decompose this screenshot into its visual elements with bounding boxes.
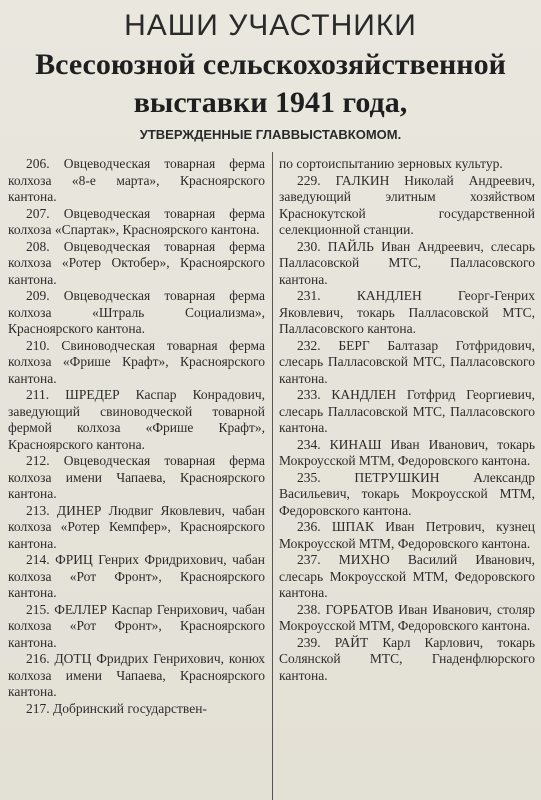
entry-text: Овцеводческая товарная ферма колхоза «Спартак», Красноярского кантона.: [8, 205, 265, 237]
list-item: [279, 519, 535, 552]
entry-number: 206.: [26, 156, 50, 171]
header-subtitle-2: выставки 1941 года,: [133, 86, 408, 119]
entry-text: МИХНО Василий Иванович, слесарь Мокроусской МТМ, Федоровского кантона.: [279, 552, 536, 600]
entry-text: по сортоиспытанию зерновых культур.: [279, 156, 503, 171]
entry-number: 235.: [297, 469, 321, 485]
entry-text: Овцеводческая товарная ферма колхоза имени Чапаева, Красноярского кантона.: [8, 453, 265, 501]
entry-number: 213.: [26, 502, 50, 518]
header-approved-by: УТВЕРЖДЕННЫЕ ГЛАВВЫСТАВКОМОМ.: [139, 127, 402, 142]
list-item: [279, 552, 535, 602]
entry-number: 237.: [297, 552, 321, 567]
list-item: [8, 453, 265, 503]
entry-text: ФРИЦ Генрих Фридрихович, чабан колхоза «Рот Фронт», Красноярского кантона.: [8, 552, 265, 600]
entry-number: 229.: [297, 172, 321, 188]
entry-text: КАНДЛЕН Готфрид Георгиевич, слесарь Палласовской МТС, Палласовского кантона.: [279, 387, 535, 435]
entry-text: ШПАК Иван Петрович, кузнец Мокроусской МТМ, Федоровского кантона.: [279, 519, 535, 551]
entry-text: ШРЕДЕР Каспар Конрадович, заведующий свиноводческой товарной фермой колхоза «Фрише Крафт», Красноярского кантона.: [8, 387, 265, 452]
entry-number: 215.: [26, 601, 50, 617]
entry-number: 234.: [297, 436, 321, 452]
list-item: [8, 338, 265, 388]
entry-text: ДИНЕР Людвиг Яковлевич, чабан колхоза «Ротер Кемпфер», Красноярского кантона.: [8, 502, 265, 551]
list-item: [279, 470, 535, 520]
entry-text: Овцеводческая товарная ферма колхоза «Ротер Октобер», Красноярского кантона.: [8, 238, 265, 287]
list-item: [8, 206, 265, 239]
list-item: [8, 602, 265, 652]
list-item: [279, 288, 535, 338]
entry-number: 207.: [26, 205, 50, 221]
list-item: [8, 701, 265, 718]
entry-number: 209.: [26, 288, 50, 303]
entry-text: БЕРГ Балтазар Готфридович, слесарь Палласовской МТС, Палласовского кантона.: [279, 337, 535, 386]
list-item: [8, 156, 265, 206]
entry-text: Свиноводческая товарная ферма колхоза «Фрише Крафт», Красноярского кантона.: [8, 337, 265, 386]
list-item: [279, 173, 535, 239]
entry-text: ГАЛКИН Николай Андреевич, заведующий элитным хозяйством Краснокутской государственной селекционной станции.: [279, 172, 535, 237]
list-item: [279, 239, 535, 289]
list-item: [279, 338, 535, 388]
entry-text: РАЙТ Карл Карлович, токарь Солянской МТС, Гнаденфлюрского кантона.: [279, 634, 535, 683]
entry-number: 231.: [297, 288, 321, 303]
entry-number: 210.: [26, 337, 50, 353]
list-item: [8, 239, 265, 289]
list-item: [8, 387, 265, 453]
list-item: [279, 387, 535, 437]
entry-text: ПЕТРУШКИН Александр Васильевич, токарь Мокроусской МТМ, Федоровского кантона.: [279, 469, 535, 518]
entry-text: Добринский государствен-: [53, 700, 207, 716]
entry-number: 208.: [26, 238, 50, 254]
entry-number: 232.: [297, 337, 321, 353]
entry-text: КИНАШ Иван Иванович, токарь Мокроусской МТМ, Федоровского кантона.: [279, 436, 535, 468]
list-item: [8, 503, 265, 553]
list-item: [279, 437, 535, 470]
entry-text: ДОТЦ Фридрих Генрихович, конюх колхоза имени Чапаева, Красноярского кантона.: [8, 651, 265, 699]
entry-number: 217.: [26, 700, 50, 716]
entry-text: КАНДЛЕН Георг-Генрих Яковлевич, токарь Палласовской МТС, Палласовского кантона.: [279, 288, 535, 336]
list-item: [279, 635, 535, 685]
entry-number: 216.: [26, 651, 50, 666]
entry-text: ГОРБАТОВ Иван Иванович, столяр Мокроусской МТМ, Федоровского кантона.: [279, 601, 535, 633]
list-item: [8, 552, 265, 602]
list-item: [279, 156, 535, 173]
entry-number: 239.: [297, 634, 321, 650]
list-item: [279, 602, 535, 635]
entry-number: 236.: [297, 519, 321, 534]
entry-number: 212.: [26, 453, 50, 468]
entry-text: Овцеводческая товарная ферма колхоза «8-е марта», Красноярского кантона.: [8, 156, 265, 204]
entry-text: Овцеводческая товарная ферма колхоза «Штраль Социализма», Красноярского кантона.: [8, 288, 265, 336]
list-item: [8, 288, 265, 338]
column-divider: [272, 152, 273, 800]
header-subtitle-1: Всесоюзной сельскохозяйственной: [35, 48, 506, 81]
left-column: [8, 156, 265, 717]
entry-text: ФЕЛЛЕР Каспар Генрихович, чабан колхоза «Рот Фронт», Красноярского кантона.: [8, 601, 266, 650]
entry-text: ПАЙЛЬ Иван Андреевич, слесарь Палласовской МТС, Палласовского кантона.: [279, 238, 535, 287]
entry-number: 211.: [26, 387, 50, 402]
entry-number: 214.: [26, 552, 50, 567]
entry-number: 233.: [297, 387, 321, 402]
header-title: НАШИ УЧАСТНИКИ: [124, 9, 417, 42]
list-item: [8, 651, 265, 701]
entry-number: 238.: [297, 601, 321, 617]
right-column: [279, 156, 535, 684]
entry-number: 230.: [297, 238, 321, 254]
